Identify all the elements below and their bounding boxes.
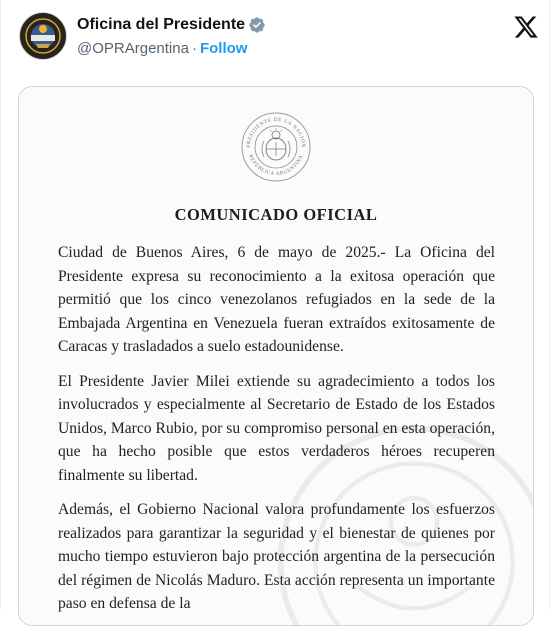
svg-text:REPÚBLICA ARGENTINA: REPÚBLICA ARGENTINA	[247, 153, 305, 178]
name-row	[77, 16, 266, 34]
paragraph-1: Ciudad de Buenos Aires, 6 de mayo de 2025.- La Oficina del Presidente expresa su reconocimiento a la exitosa operación que permitió que los cinco venezolanos refugiados en la sede de la Embajada Argentina en Venezuela fueran extraídos exitosamente de Caracas y trasladados a suelo estadounidense.	[58, 244, 495, 355]
paragraph-2: El Presidente Javier Milei extiende su agradecimiento a todos los involucrados y especialmente al Secretario de Estado de los Estados Unidos, Marco Rubio, por su compromiso personal en esta operación, que ha hecho posible que estos verdaderos héroes recuperen finalmente su libertad.	[58, 372, 495, 484]
paragraph-3: Además, el Gobierno Nacional valora profundamente los esfuerzos realizados para garantizar la seguridad y el bienestar de quienes por mucho tiempo estuvieron bajo protección argentina de la persecución del régimen de Nicolás Maduro. Esta acción representa un importante paso en defensa de la	[58, 501, 495, 612]
document-body	[58, 241, 495, 626]
communique-image[interactable]	[18, 86, 534, 626]
x-logo-icon[interactable]	[513, 14, 539, 40]
handle[interactable]: @OPRArgentina	[77, 40, 189, 57]
tweet-header	[19, 12, 539, 62]
verified-badge-icon	[248, 16, 266, 34]
avatar-seal-icon	[20, 13, 66, 59]
document-title: COMUNICADO OFICIAL	[174, 205, 378, 224]
follow-button[interactable]: Follow	[199, 40, 248, 57]
argentina-seal-icon	[240, 111, 312, 183]
svg-text:PRESIDENTE DE LA NACIÓN: PRESIDENTE DE LA NACIÓN	[245, 116, 307, 148]
handle-row	[77, 40, 247, 57]
display-name[interactable]: Oficina del Presidente	[77, 16, 246, 33]
separator: ·	[191, 40, 197, 57]
avatar[interactable]	[19, 12, 67, 60]
